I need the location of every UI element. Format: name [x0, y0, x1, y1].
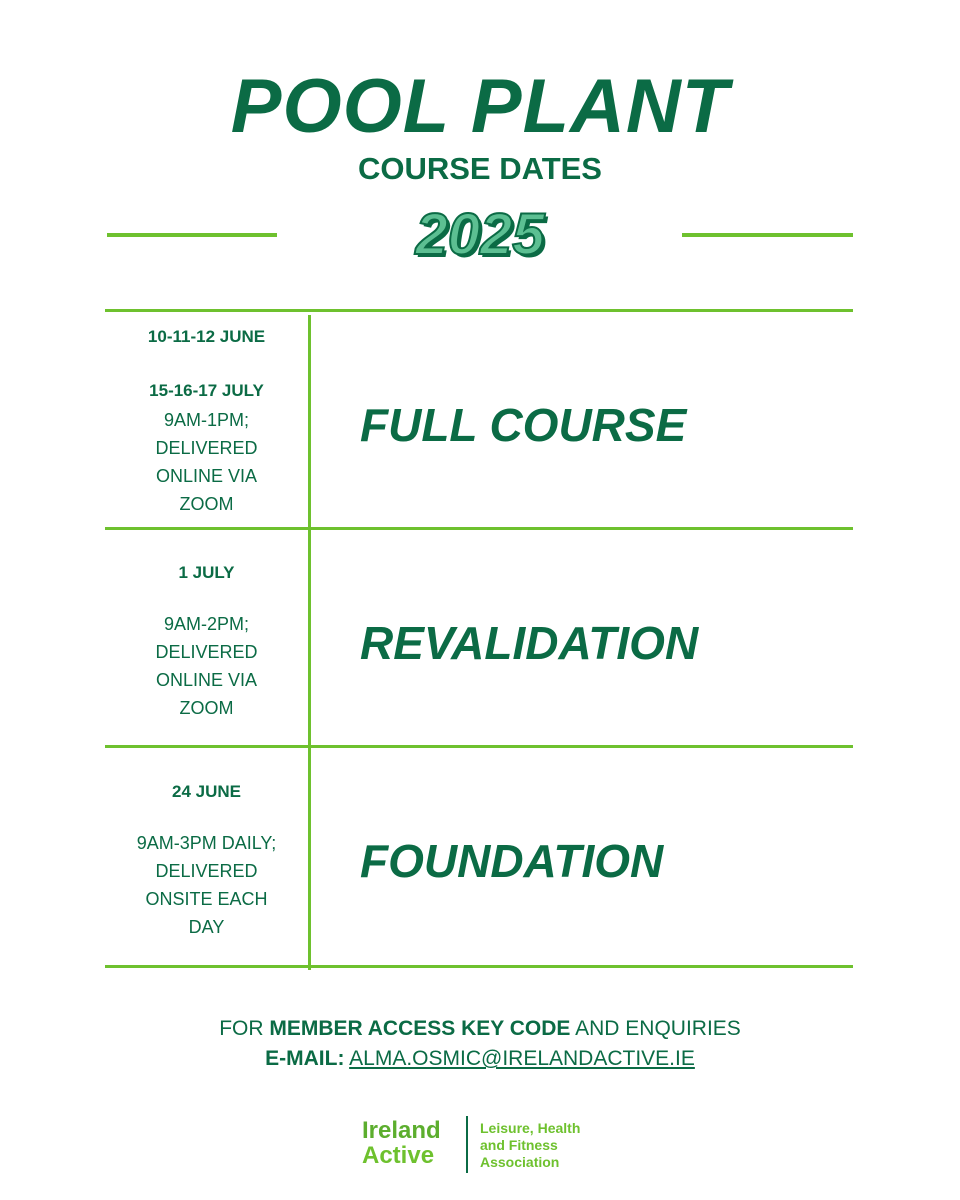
course-name: FOUNDATION — [360, 835, 664, 887]
footer-suffix: AND ENQUIRIES — [575, 1017, 741, 1040]
footer-enquiries — [0, 1014, 960, 1044]
logo-tagline-line1: Leisure, Health — [480, 1120, 581, 1136]
course-date: 24 JUNE — [172, 782, 241, 801]
logo-tagline — [480, 1120, 580, 1171]
course-name: FULL COURSE — [360, 399, 687, 451]
table-row-dates — [105, 326, 308, 518]
logo-wordmark — [362, 1118, 441, 1168]
table-top-border — [105, 309, 853, 312]
course-note: 9AM-2PM; DELIVERED ONLINE VIA ZOOM — [155, 614, 258, 718]
row-divider — [105, 527, 853, 530]
page-subtitle: COURSE DATES — [357, 151, 602, 186]
table-row-dates — [105, 781, 308, 941]
course-note: 9AM-1PM; DELIVERED ONLINE VIA ZOOM — [155, 410, 258, 514]
table-bottom-border — [105, 965, 853, 968]
logo-tagline-line2: and Fitness — [480, 1137, 558, 1153]
course-name: REVALIDATION — [360, 617, 699, 669]
logo-divider — [466, 1116, 468, 1173]
logo-name-line1: Ireland — [362, 1117, 441, 1144]
email-link[interactable]: ALMA.OSMIC@IRELANDACTIVE.IE — [349, 1047, 695, 1070]
email-label: E-MAIL: — [265, 1047, 345, 1070]
page-title: POOL PLANT — [230, 64, 730, 149]
course-date: 10-11-12 JUNE — [147, 327, 266, 346]
course-date: 15-16-17 JULY — [149, 381, 264, 400]
logo-tagline-line3: Association — [480, 1154, 560, 1170]
year-heading: 2025 — [415, 202, 545, 267]
row-divider — [105, 745, 853, 748]
divider-right — [682, 233, 853, 237]
course-note: 9AM-3PM DAILY; DELIVERED ONSITE EACH DAY — [136, 833, 277, 937]
logo-name-line2: Active — [362, 1142, 435, 1169]
footer-highlight: MEMBER ACCESS KEY CODE — [269, 1017, 571, 1040]
column-divider — [308, 315, 311, 970]
table-row-dates — [105, 562, 308, 722]
footer-prefix: FOR — [219, 1017, 264, 1040]
footer-email-line — [0, 1044, 960, 1074]
course-date: 1 JULY — [178, 563, 235, 582]
